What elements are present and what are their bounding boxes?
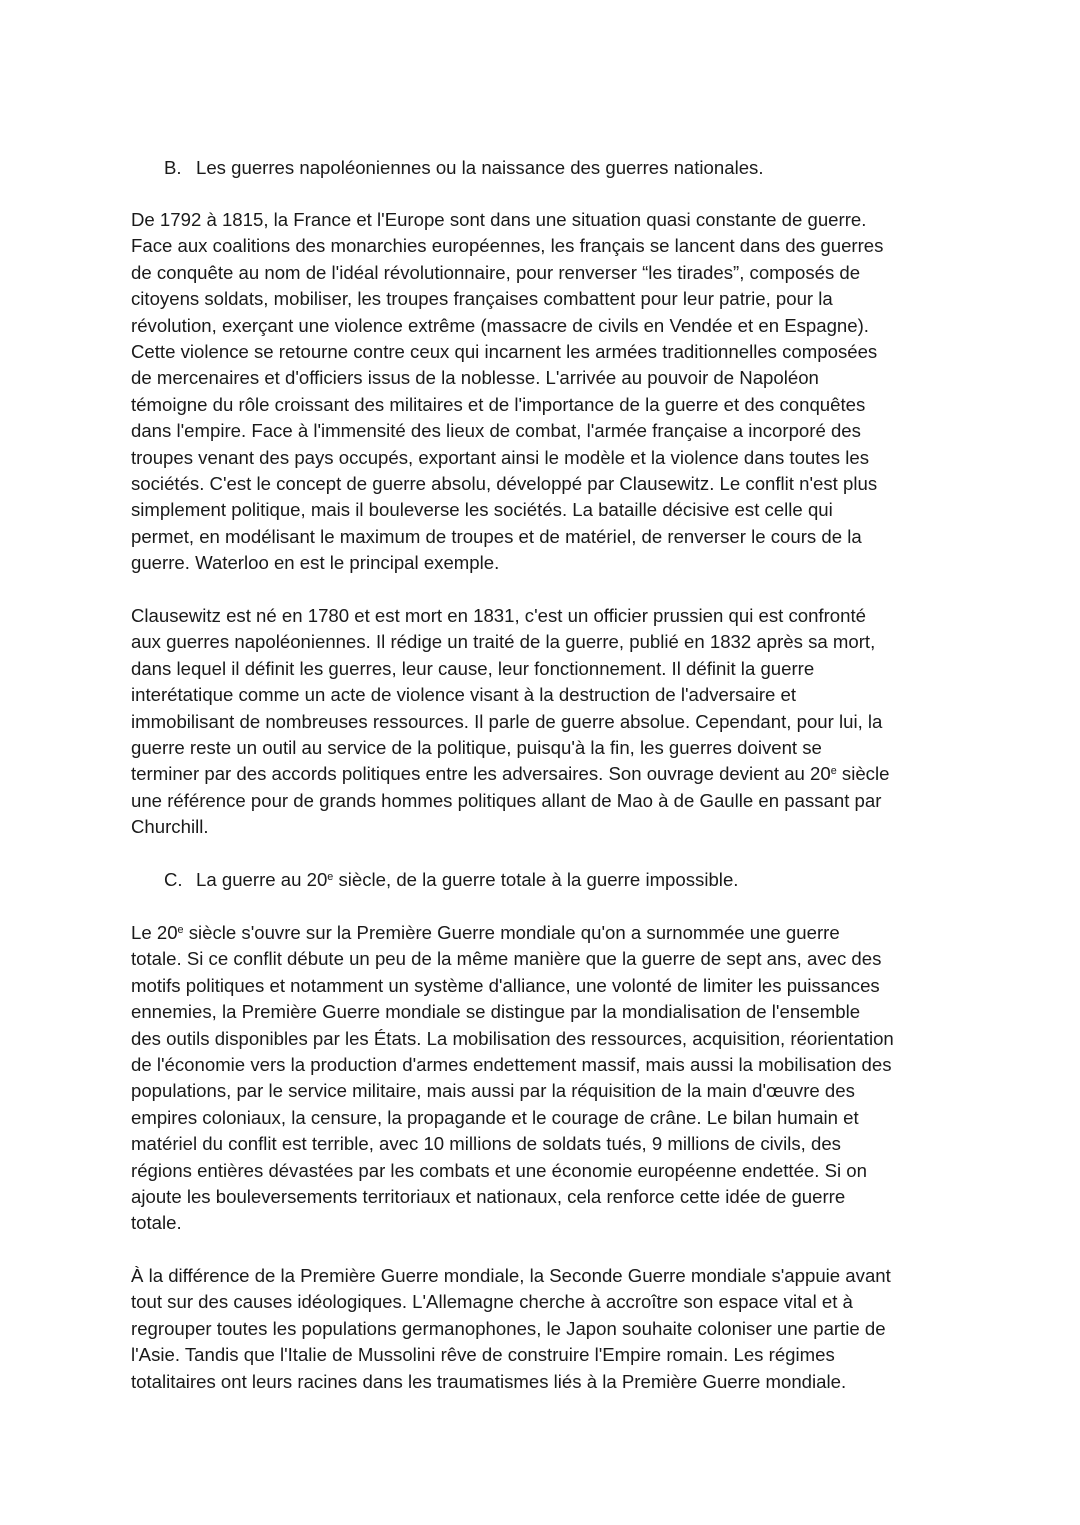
paragraph-first-world-war xyxy=(131,920,971,1237)
text-segment: Le 20 xyxy=(131,922,178,943)
text-line xyxy=(131,761,971,787)
section-b-heading xyxy=(164,155,764,181)
text-line: populations, par le service militaire, mais aussi par la réquisition de la main d'œuvre des xyxy=(131,1080,855,1102)
text-line xyxy=(131,920,971,946)
text-line: une référence pour de grands hommes politiques allant de Mao à de Gaulle en passant par xyxy=(131,789,882,811)
text-line: matériel du conflit est terrible, avec 10 millions de soldats tués, 9 millions de civils, des xyxy=(131,1133,841,1155)
text-line: de conquête au nom de l'idéal révolutionnaire, pour renverser “les tirades”, composés de xyxy=(131,261,861,283)
text-line: interétatique comme un acte de violence visant à la destruction de l'adversaire et xyxy=(131,684,797,706)
text-line: guerre reste un outil au service de la politique, puisqu'à la fin, les guerres doivent se xyxy=(131,736,822,758)
section-b-title: Les guerres napoléoniennes ou la naissance des guerres nationales. xyxy=(196,157,764,178)
text-line: sociétés. C'est le concept de guerre absolu, développé par Clausewitz. Le conflit n'est plus xyxy=(131,472,878,494)
text-line: totale. xyxy=(131,1212,182,1234)
text-segment: siècle s'ouvre sur la Première Guerre mondiale qu'on a surnommée une guerre xyxy=(183,922,840,943)
text-line: régions entières dévastées par les combats et une économie européenne endettée. Si on xyxy=(131,1159,867,1181)
section-c-marker: C. xyxy=(164,869,183,890)
text-line: troupes venant des pays occupés, exportant ainsi le modèle et la violence dans toutes les xyxy=(131,446,870,468)
text-line: citoyens soldats, mobiliser, les troupes françaises combattent pour leur patrie, pour la xyxy=(131,288,833,310)
section-b-marker: B. xyxy=(164,157,182,178)
text-segment: terminer par des accords politiques entre les adversaires. Son ouvrage devient au 20 xyxy=(131,763,831,785)
superscript: e xyxy=(830,765,837,778)
text-line: aux guerres napoléoniennes. Il rédige un traité de la guerre, publié en 1832 après sa mort, xyxy=(131,631,876,653)
text-line: Churchill. xyxy=(131,816,209,838)
text-line: tout sur des causes idéologiques. L'Allemagne cherche à accroître son espace vital et à xyxy=(131,1291,853,1313)
text-line: témoigne du rôle croissant des militaires et de l'importance de la guerre et des conquêtes xyxy=(131,393,866,415)
text-line: dans l'empire. Face à l'immensité des lieux de combat, l'armée française a incorporé des xyxy=(131,420,861,442)
text-line: À la différence de la Première Guerre mondiale, la Seconde Guerre mondiale s'appuie avant xyxy=(131,1265,891,1286)
superscript: e xyxy=(177,924,184,937)
text-line: empires coloniaux, la censure, la propagande et le courage de crâne. Le bilan humain et xyxy=(131,1106,859,1128)
text-line: totale. Si ce conflit débute un peu de la même manière que la guerre de sept ans, avec des xyxy=(131,948,882,970)
section-c-heading xyxy=(164,867,738,893)
text-line: Cette violence se retourne contre ceux qui incarnent les armées traditionnelles composées xyxy=(131,340,878,362)
text-line: guerre. Waterloo en est le principal exemple. xyxy=(131,552,500,574)
text-line: Clausewitz est né en 1780 et est mort en 1831, c'est un officier prussien qui est confronté xyxy=(131,605,866,626)
text-line: des outils disponibles par les États. La mobilisation des ressources, acquisition, réorientation xyxy=(131,1027,894,1049)
text-line: regrouper toutes les populations germanophones, le Japon souhaite coloniser une partie de xyxy=(131,1317,886,1339)
text-line: simplement politique, mais il bouleverse les sociétés. La bataille décisive est celle qui xyxy=(131,499,833,521)
text-line: révolution, exerçant une violence extrême (massacre de civils en Vendée et en Espagne). xyxy=(131,314,869,336)
text-line: permet, en modélisant le maximum de troupes et de matériel, de renverser le cours de la xyxy=(131,525,862,547)
superscript: e xyxy=(327,871,334,884)
text-line: ajoute les bouleversements territoriaux et nationaux, cela renforce cette idée de guerre xyxy=(131,1185,846,1207)
section-c-title-rest: siècle, de la guerre totale à la guerre impossible. xyxy=(333,869,739,890)
text-line: motifs politiques et notamment un système d'alliance, une volonté de limiter les puissances xyxy=(131,974,880,996)
text-line: l'Asie. Tandis que l'Italie de Mussolini rêve de construire l'Empire romain. Les régimes xyxy=(131,1344,835,1366)
paragraph-second-world-war xyxy=(131,1263,971,1395)
section-c-title: La guerre au 20 xyxy=(196,869,328,890)
paragraph-clausewitz xyxy=(131,603,971,841)
text-line: ennemies, la Première Guerre mondiale se distingue par la mondialisation de l'ensemble xyxy=(131,1001,861,1023)
paragraph-napoleonic-wars xyxy=(131,207,971,576)
text-line: immobilisant de nombreuses ressources. Il parle de guerre absolue. Cependant, pour lui, la xyxy=(131,710,883,732)
text-line: Face aux coalitions des monarchies européennes, les français se lancent dans des guerres xyxy=(131,235,884,257)
text-line: de l'économie vers la production d'armes endettement massif, mais aussi la mobilisation des xyxy=(131,1053,892,1075)
text-line: de mercenaires et d'officiers issus de la noblesse. L'arrivée au pouvoir de Napoléon xyxy=(131,367,819,389)
text-line: totalitaires ont leurs racines dans les traumatismes liés à la Première Guerre mondiale. xyxy=(131,1370,847,1392)
text-segment: siècle xyxy=(836,763,890,785)
text-line: dans lequel il définit les guerres, leur cause, leur fonctionnement. Il définit la guerre xyxy=(131,657,815,679)
text-line: De 1792 à 1815, la France et l'Europe sont dans une situation quasi constante de guerre. xyxy=(131,209,867,230)
